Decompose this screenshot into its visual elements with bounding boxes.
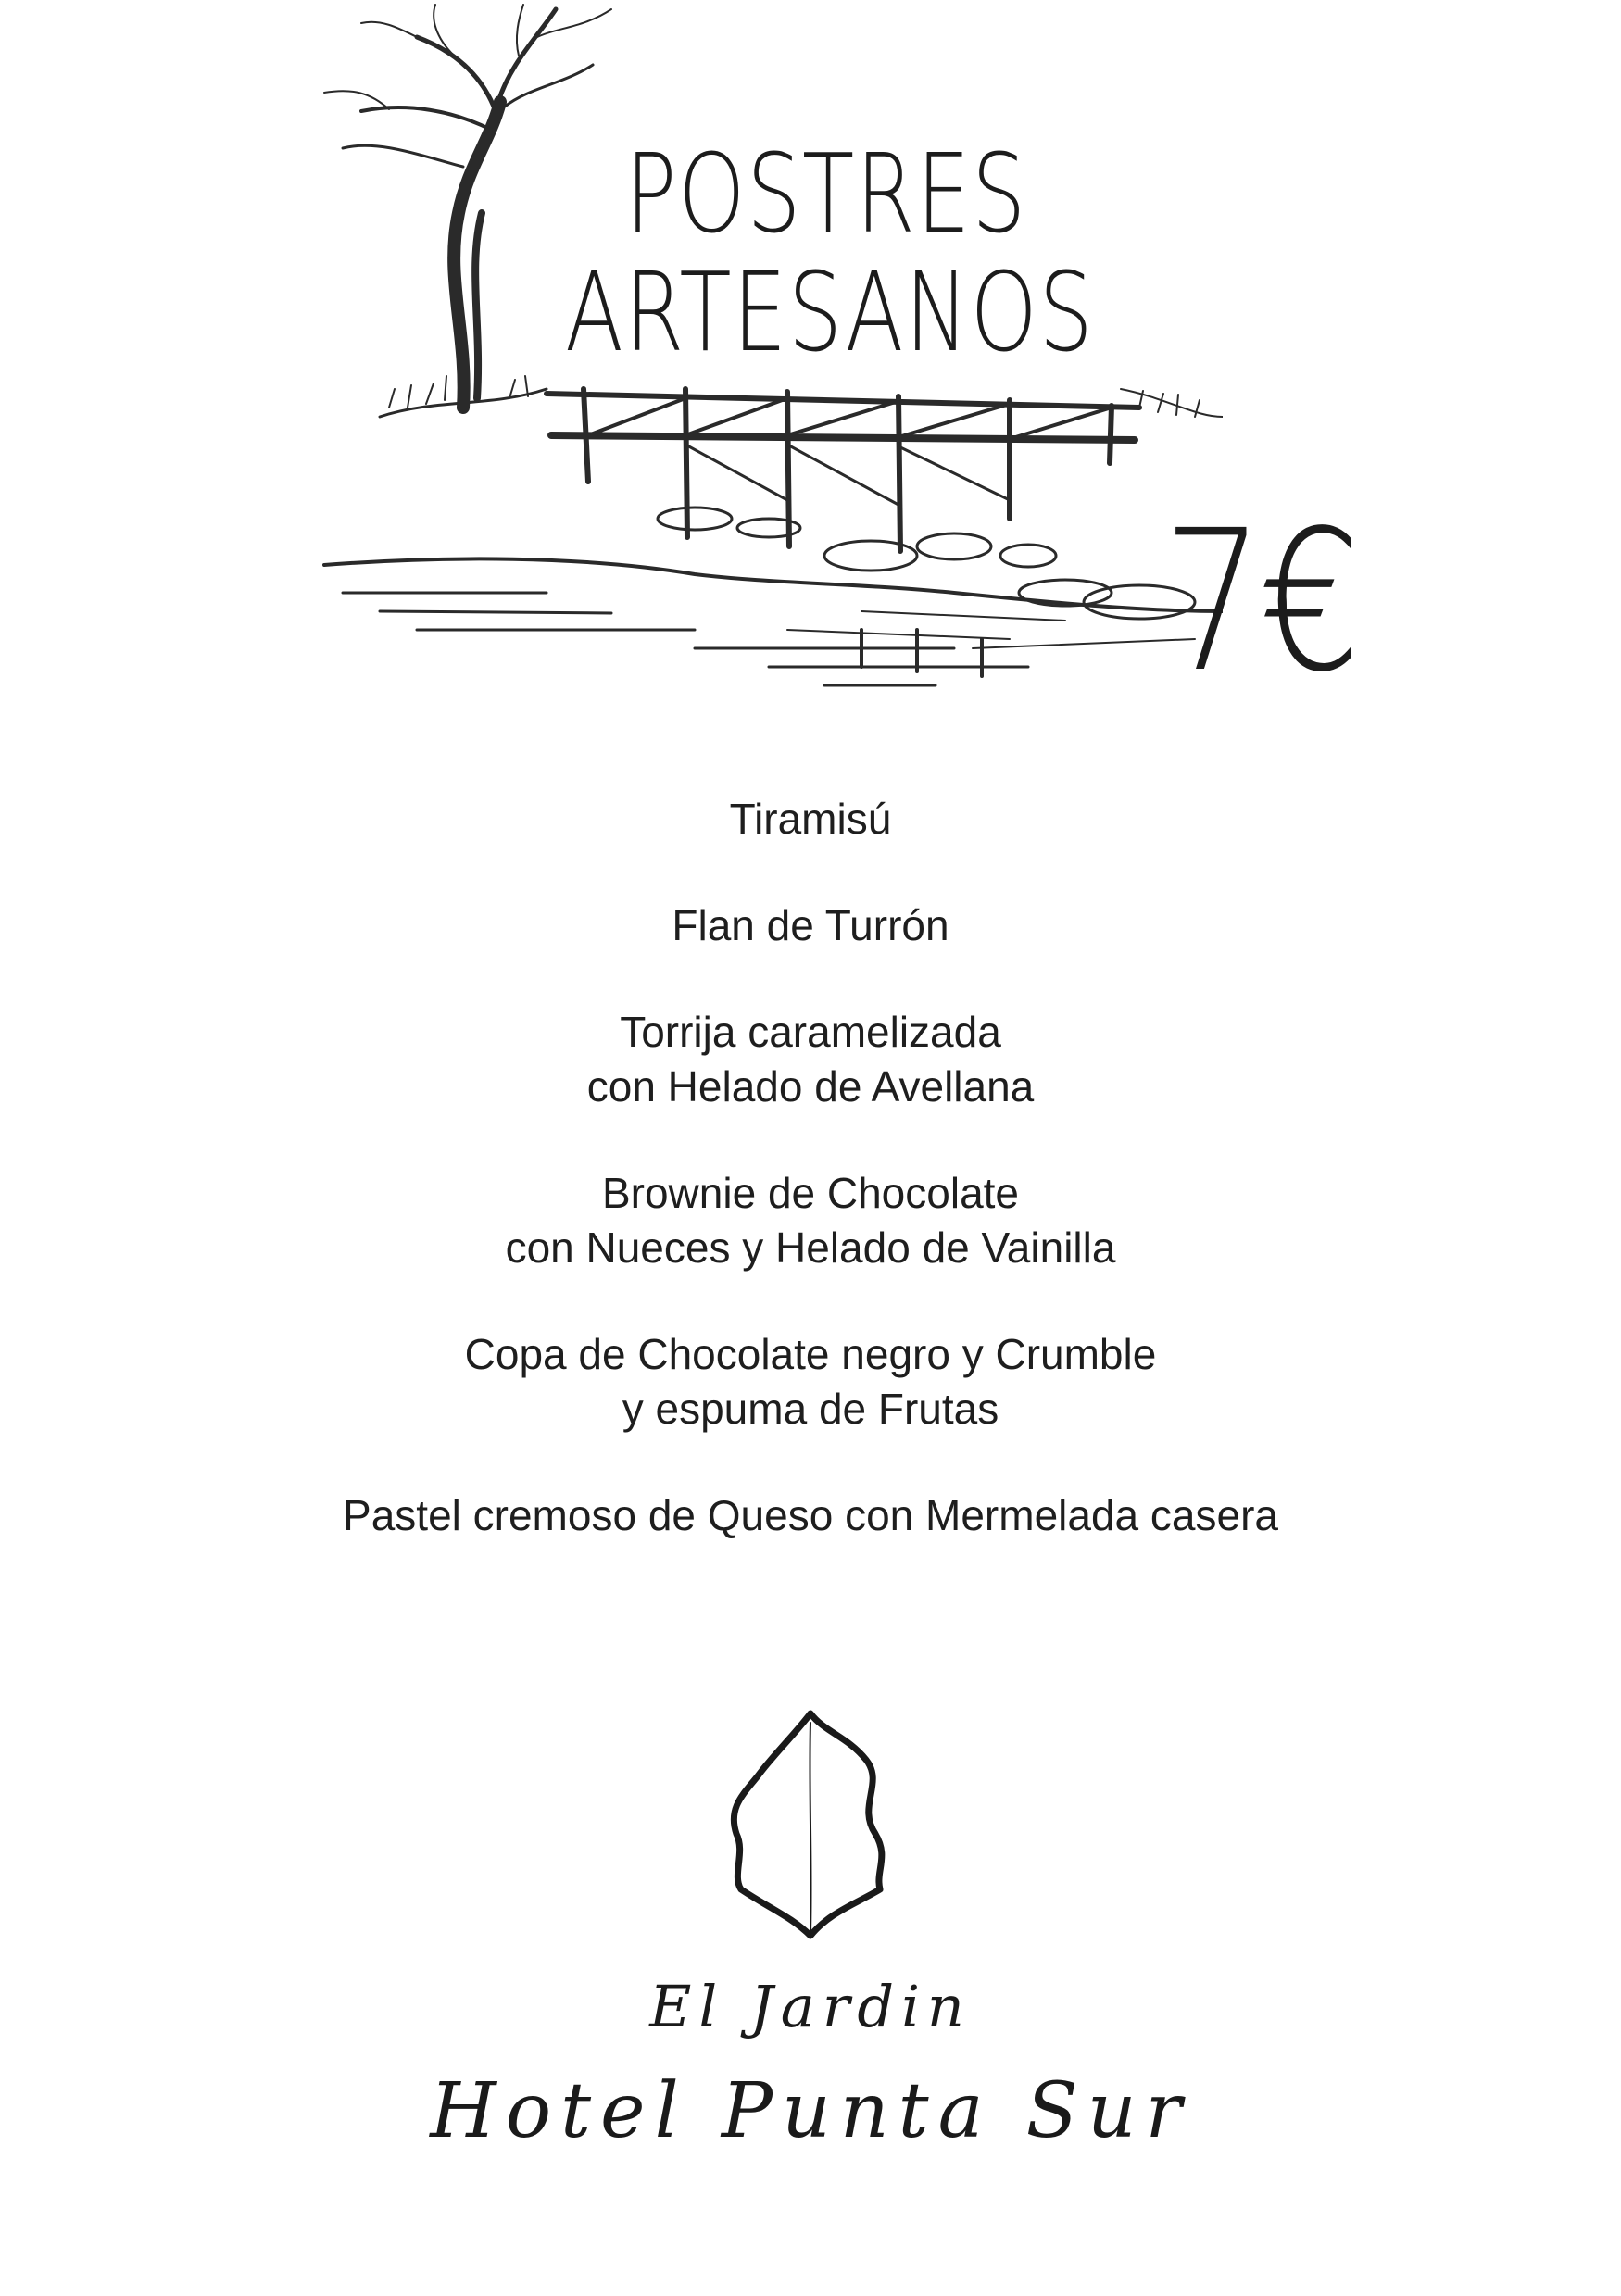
menu-item [0, 792, 1621, 847]
menu-item [0, 1327, 1621, 1437]
menu-item [0, 898, 1621, 953]
title-line-1: POSTRES [625, 130, 1028, 257]
menu-item-line: Tiramisú [729, 795, 892, 843]
menu-item-line: y espuma de Frutas [622, 1385, 999, 1433]
menu-item-line: con Nueces y Helado de Vainilla [505, 1223, 1116, 1272]
menu-item-line: Torrija caramelizada [620, 1008, 1001, 1056]
menu-item [0, 1488, 1621, 1543]
menu-item-line: con Helado de Avellana [586, 1062, 1035, 1110]
menu-item [0, 1166, 1621, 1275]
menu-item-line: Brownie de Chocolate [601, 1169, 1020, 1217]
signature-line-2: Hotel Punta Sur [430, 2067, 1191, 2155]
menu-item-line: Flan de Turrón [672, 901, 949, 949]
title-line-2: ARTESANOS [565, 248, 1095, 376]
price: 7€ [1162, 488, 1357, 715]
menu-item-line: Copa de Chocolate negro y Crumble [464, 1330, 1157, 1378]
signature-line-1: El Jardin [649, 1973, 972, 2040]
leaf-icon [718, 1704, 903, 1945]
menu-item-line: Pastel cremoso de Queso con Mermelada casera [343, 1491, 1278, 1539]
dessert-menu-list [0, 792, 1621, 1595]
menu-item [0, 1005, 1621, 1114]
